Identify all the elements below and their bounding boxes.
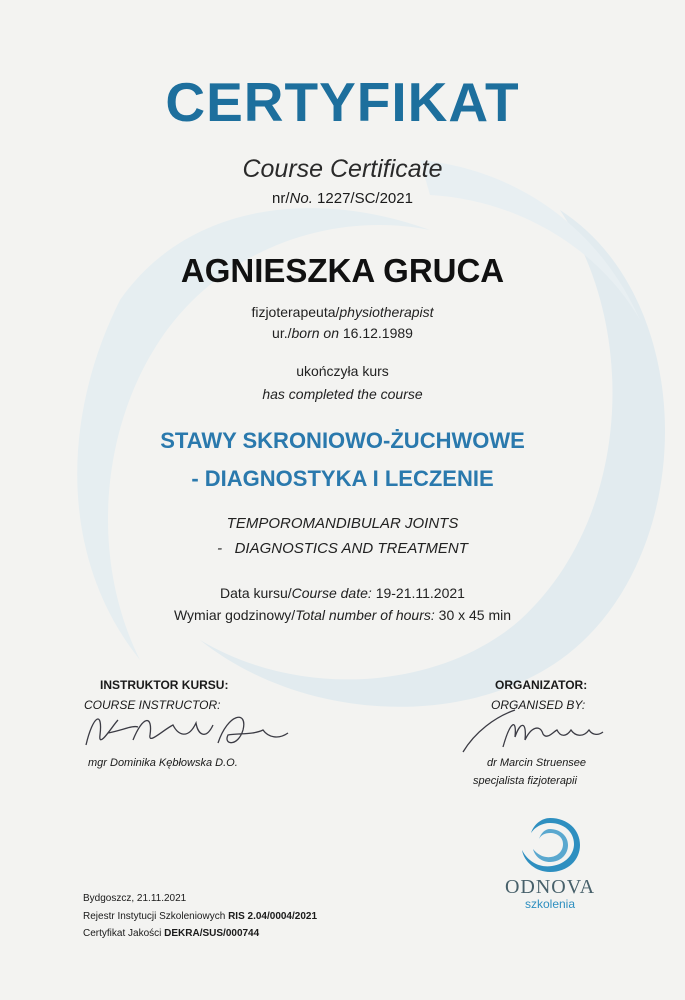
- instructor-name: mgr Dominika Kębłowska D.O.: [88, 757, 238, 769]
- course-date: Data kursu/Course date: 19-21.11.2021: [220, 585, 465, 601]
- course-title-en-line2: - DIAGNOSTICS AND TREATMENT: [217, 540, 468, 557]
- recipient-birthdate: ur./born on 16.12.1989: [272, 325, 413, 341]
- course-title-pl-line2: - DIAGNOSTYKA I LECZENIE: [191, 466, 494, 491]
- certificate-subtitle: Course Certificate: [242, 155, 443, 183]
- footer-register: Rejestr Instytucji Szkoleniowych RIS 2.04/0004/2021: [83, 911, 318, 922]
- organizer-signature: [455, 702, 605, 757]
- organizer-subheading: ORGANISED BY:: [491, 698, 586, 712]
- course-title-en-line1: TEMPOROMANDIBULAR JOINTS: [226, 515, 459, 532]
- logo-subtitle: szkolenia: [524, 897, 576, 911]
- footer-quality-cert: Certyfikat Jakości DEKRA/SUS/000744: [83, 928, 260, 939]
- instructor-subheading: COURSE INSTRUCTOR:: [84, 698, 221, 712]
- instructor-signature: [78, 705, 293, 755]
- organizer-role: specjalista fizjoterapii: [473, 775, 577, 787]
- logo-name: ODNOVA: [504, 876, 596, 898]
- footer-place-date: Bydgoszcz, 21.11.2021: [83, 893, 187, 904]
- completed-label-pl: ukończyła kurs: [296, 363, 389, 379]
- recipient-profession: fizjoterapeuta/physiotherapist: [251, 304, 434, 320]
- course-title-pl-line1: STAWY SKRONIOWO-ŻUCHWOWE: [160, 428, 525, 453]
- odnova-logo-icon: [516, 814, 584, 876]
- instructor-heading: INSTRUKTOR KURSU:: [100, 678, 229, 692]
- certificate-number: nr/No. 1227/SC/2021: [272, 190, 413, 207]
- course-hours: Wymiar godzinowy/Total number of hours: 30 x 45 min: [173, 607, 512, 623]
- organizer-heading: ORGANIZATOR:: [495, 678, 588, 692]
- recipient-name: AGNIESZKA GRUCA: [180, 252, 505, 289]
- completed-label-en: has completed the course: [262, 386, 423, 402]
- certificate-title: CERTYFIKAT: [165, 71, 520, 133]
- organizer-name: dr Marcin Struensee: [487, 757, 587, 769]
